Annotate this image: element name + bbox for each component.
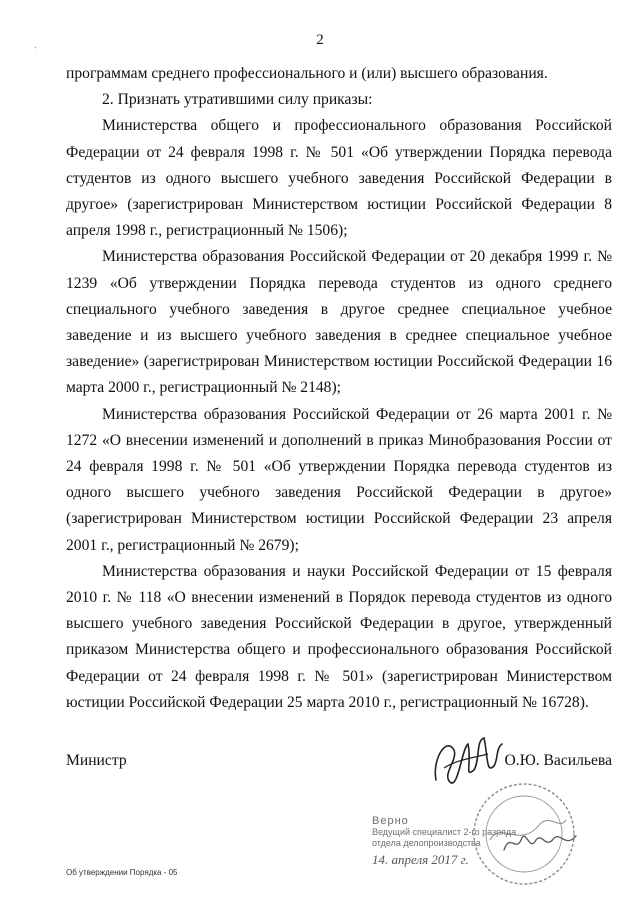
- paragraph-order-1999: Министерства образования Российской Федерации от 20 декабря 1999 г. № 1239 «Об утверждении Порядка перевода студентов из одного среднего специального учебного заведения в другое среднее специальное учебное заведение и из высшего учебного заведения в среднее специальное учебное заведение» (зарегистрирован Министерством юстиции Российской Федерации 16 марта 2000 г., регистрационный № 2148);: [66, 248, 612, 397]
- footer-note: Об утверждении Порядка - 05: [66, 868, 178, 877]
- page-number: 2: [316, 32, 324, 48]
- certifier-signature: [500, 828, 580, 858]
- paragraph-order-1998: Министерства общего и профессионального образования Российской Федерации от 24 февраля 1998 г. № 501 «Об утверждении Порядка перевода студентов из одного высшего учебного заведения Российской Федерации в другое» (зарегистрирован Министерством юстиции Российской Федерации 8 апреля 1998 г., регистрационный № 1506);: [66, 117, 612, 240]
- signature-name: О.Ю. Васильева: [504, 752, 612, 769]
- paragraph-order-2010: Министерства образования и науки Российской Федерации от 15 февраля 2010 г. № 118 «О внесении изменений в Порядок перевода студентов из одного высшего учебного заведения Российской Федерации в другое, утвержденный приказом Министерства общего и профессионального образования Российской Федерации от 24 февраля 1998 г. № 501» (зарегистрирован Министерством юстиции Российской Федерации 25 марта 2010 г., регистрационный № 16728).: [66, 562, 612, 711]
- certification-verno: Верно: [372, 815, 409, 827]
- certification-date: 14. апреля 2017 г.: [372, 852, 469, 867]
- signature-title: Министр: [66, 752, 127, 769]
- paragraph-continuation: программам среднего профессионального и (или) высшего образования.: [66, 65, 548, 82]
- certification-position: Ведущий специалист 2-го разряда: [372, 827, 517, 837]
- certification-block: [372, 815, 516, 849]
- scan-mark: ˎ: [34, 38, 38, 49]
- paragraph-order-2001: Министерства образования Российской Федерации от 26 марта 2001 г. № 1272 «О внесении изменений и дополнений в приказ Минобразования России от 24 февраля 1998 г. № 501 «Об утверждении Порядка перевода студентов из одного высшего учебного заведения Российской Федерации в другое» (зарегистрирован Министерством юстиции Российской Федерации 23 апреля 2001 г., регистрационный № 2679);: [66, 405, 612, 554]
- certification-department: отдела делопроизводства: [372, 838, 481, 848]
- paragraph-item-2: 2. Признать утратившими силу приказы:: [102, 91, 373, 109]
- document-body: [66, 61, 612, 716]
